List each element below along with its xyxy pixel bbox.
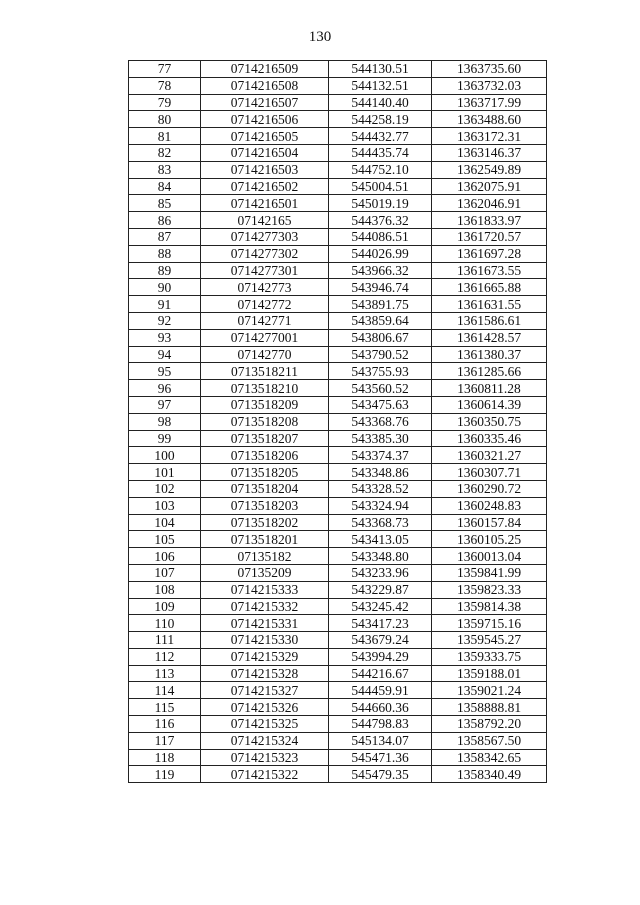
x-coordinate-cell: 543368.76 — [329, 413, 432, 430]
row-number-cell: 105 — [129, 531, 201, 548]
y-coordinate-cell: 1360811.28 — [432, 380, 547, 397]
point-code-cell: 0713518207 — [201, 430, 329, 447]
table-row — [129, 497, 547, 514]
y-coordinate-cell: 1360335.46 — [432, 430, 547, 447]
point-code-cell: 0713518205 — [201, 464, 329, 481]
y-coordinate-cell: 1360307.71 — [432, 464, 547, 481]
x-coordinate-cell: 543891.75 — [329, 296, 432, 313]
row-number-cell: 114 — [129, 682, 201, 699]
table-row — [129, 363, 547, 380]
y-coordinate-cell: 1361428.57 — [432, 329, 547, 346]
table-row — [129, 531, 547, 548]
table-row — [129, 380, 547, 397]
point-code-cell: 0714215333 — [201, 581, 329, 598]
x-coordinate-cell: 543946.74 — [329, 279, 432, 296]
table-row — [129, 111, 547, 128]
x-coordinate-cell: 544258.19 — [329, 111, 432, 128]
x-coordinate-cell: 543233.96 — [329, 564, 432, 581]
table-row — [129, 682, 547, 699]
row-number-cell: 80 — [129, 111, 201, 128]
x-coordinate-cell: 543966.32 — [329, 262, 432, 279]
row-number-cell: 94 — [129, 346, 201, 363]
row-number-cell: 84 — [129, 178, 201, 195]
x-coordinate-cell: 543245.42 — [329, 598, 432, 615]
x-coordinate-cell: 543385.30 — [329, 430, 432, 447]
x-coordinate-cell: 543229.87 — [329, 581, 432, 598]
x-coordinate-cell: 543348.80 — [329, 548, 432, 565]
table-row — [129, 413, 547, 430]
table-row — [129, 632, 547, 649]
table-row — [129, 732, 547, 749]
coordinates-table-body — [129, 61, 547, 783]
x-coordinate-cell: 543679.24 — [329, 632, 432, 649]
row-number-cell: 107 — [129, 564, 201, 581]
x-coordinate-cell: 543790.52 — [329, 346, 432, 363]
table-row — [129, 296, 547, 313]
point-code-cell: 0714216504 — [201, 144, 329, 161]
x-coordinate-cell: 544432.77 — [329, 128, 432, 145]
x-coordinate-cell: 544140.40 — [329, 94, 432, 111]
point-code-cell: 0713518202 — [201, 514, 329, 531]
row-number-cell: 78 — [129, 77, 201, 94]
coordinates-table — [128, 60, 547, 783]
y-coordinate-cell: 1359823.33 — [432, 581, 547, 598]
table-row — [129, 464, 547, 481]
point-code-cell: 0714215330 — [201, 632, 329, 649]
point-code-cell: 0713518206 — [201, 447, 329, 464]
point-code-cell: 0714215329 — [201, 648, 329, 665]
table-row — [129, 161, 547, 178]
table-row — [129, 61, 547, 78]
row-number-cell: 113 — [129, 665, 201, 682]
table-row — [129, 94, 547, 111]
row-number-cell: 103 — [129, 497, 201, 514]
point-code-cell: 0714215323 — [201, 749, 329, 766]
y-coordinate-cell: 1362046.91 — [432, 195, 547, 212]
row-number-cell: 104 — [129, 514, 201, 531]
x-coordinate-cell: 543560.52 — [329, 380, 432, 397]
x-coordinate-cell: 545019.19 — [329, 195, 432, 212]
y-coordinate-cell: 1358340.49 — [432, 766, 547, 783]
y-coordinate-cell: 1359814.38 — [432, 598, 547, 615]
point-code-cell: 0714277303 — [201, 228, 329, 245]
x-coordinate-cell: 543417.23 — [329, 615, 432, 632]
point-code-cell: 0714216506 — [201, 111, 329, 128]
x-coordinate-cell: 543806.67 — [329, 329, 432, 346]
y-coordinate-cell: 1360013.04 — [432, 548, 547, 565]
table-row — [129, 514, 547, 531]
x-coordinate-cell: 544459.91 — [329, 682, 432, 699]
row-number-cell: 83 — [129, 161, 201, 178]
table-row — [129, 699, 547, 716]
row-number-cell: 82 — [129, 144, 201, 161]
point-code-cell: 0714215325 — [201, 716, 329, 733]
point-code-cell: 0713518204 — [201, 480, 329, 497]
table-row — [129, 262, 547, 279]
y-coordinate-cell: 1360157.84 — [432, 514, 547, 531]
point-code-cell: 0713518203 — [201, 497, 329, 514]
x-coordinate-cell: 544660.36 — [329, 699, 432, 716]
row-number-cell: 98 — [129, 413, 201, 430]
x-coordinate-cell: 545479.35 — [329, 766, 432, 783]
y-coordinate-cell: 1363172.31 — [432, 128, 547, 145]
x-coordinate-cell: 544132.51 — [329, 77, 432, 94]
y-coordinate-cell: 1362549.89 — [432, 161, 547, 178]
y-coordinate-cell: 1358792.20 — [432, 716, 547, 733]
table-row — [129, 447, 547, 464]
table-row — [129, 548, 547, 565]
point-code-cell: 0714215324 — [201, 732, 329, 749]
point-code-cell: 07135182 — [201, 548, 329, 565]
table-row — [129, 766, 547, 783]
row-number-cell: 101 — [129, 464, 201, 481]
table-row — [129, 749, 547, 766]
point-code-cell: 0714215328 — [201, 665, 329, 682]
x-coordinate-cell: 544752.10 — [329, 161, 432, 178]
x-coordinate-cell: 543368.73 — [329, 514, 432, 531]
y-coordinate-cell: 1359715.16 — [432, 615, 547, 632]
row-number-cell: 99 — [129, 430, 201, 447]
table-row — [129, 195, 547, 212]
point-code-cell: 0714215322 — [201, 766, 329, 783]
point-code-cell: 0714216502 — [201, 178, 329, 195]
table-row — [129, 564, 547, 581]
row-number-cell: 93 — [129, 329, 201, 346]
y-coordinate-cell: 1360105.25 — [432, 531, 547, 548]
row-number-cell: 119 — [129, 766, 201, 783]
y-coordinate-cell: 1358888.81 — [432, 699, 547, 716]
table-row — [129, 212, 547, 229]
row-number-cell: 96 — [129, 380, 201, 397]
x-coordinate-cell: 543859.64 — [329, 312, 432, 329]
table-row — [129, 648, 547, 665]
point-code-cell: 0714216503 — [201, 161, 329, 178]
y-coordinate-cell: 1360248.83 — [432, 497, 547, 514]
row-number-cell: 117 — [129, 732, 201, 749]
table-row — [129, 396, 547, 413]
y-coordinate-cell: 1363717.99 — [432, 94, 547, 111]
x-coordinate-cell: 543994.29 — [329, 648, 432, 665]
row-number-cell: 97 — [129, 396, 201, 413]
y-coordinate-cell: 1359841.99 — [432, 564, 547, 581]
page-number: 130 — [308, 29, 332, 45]
y-coordinate-cell: 1359021.24 — [432, 682, 547, 699]
x-coordinate-cell: 544086.51 — [329, 228, 432, 245]
row-number-cell: 85 — [129, 195, 201, 212]
y-coordinate-cell: 1359188.01 — [432, 665, 547, 682]
y-coordinate-cell: 1361720.57 — [432, 228, 547, 245]
x-coordinate-cell: 545471.36 — [329, 749, 432, 766]
y-coordinate-cell: 1362075.91 — [432, 178, 547, 195]
row-number-cell: 102 — [129, 480, 201, 497]
y-coordinate-cell: 1361833.97 — [432, 212, 547, 229]
y-coordinate-cell: 1360350.75 — [432, 413, 547, 430]
y-coordinate-cell: 1363735.60 — [432, 61, 547, 78]
row-number-cell: 108 — [129, 581, 201, 598]
y-coordinate-cell: 1360290.72 — [432, 480, 547, 497]
row-number-cell: 86 — [129, 212, 201, 229]
table-row — [129, 245, 547, 262]
point-code-cell: 0714215326 — [201, 699, 329, 716]
row-number-cell: 115 — [129, 699, 201, 716]
x-coordinate-cell: 543348.86 — [329, 464, 432, 481]
y-coordinate-cell: 1363732.03 — [432, 77, 547, 94]
point-code-cell: 0714216501 — [201, 195, 329, 212]
x-coordinate-cell: 543324.94 — [329, 497, 432, 514]
table-row — [129, 178, 547, 195]
y-coordinate-cell: 1361380.37 — [432, 346, 547, 363]
point-code-cell: 0714216507 — [201, 94, 329, 111]
x-coordinate-cell: 544435.74 — [329, 144, 432, 161]
x-coordinate-cell: 544376.32 — [329, 212, 432, 229]
y-coordinate-cell: 1361673.55 — [432, 262, 547, 279]
point-code-cell: 0714216509 — [201, 61, 329, 78]
point-code-cell: 0713518209 — [201, 396, 329, 413]
point-code-cell: 0714277302 — [201, 245, 329, 262]
y-coordinate-cell: 1359333.75 — [432, 648, 547, 665]
table-row — [129, 279, 547, 296]
point-code-cell: 0714216508 — [201, 77, 329, 94]
y-coordinate-cell: 1360321.27 — [432, 447, 547, 464]
table-row — [129, 665, 547, 682]
point-code-cell: 0713518210 — [201, 380, 329, 397]
y-coordinate-cell: 1360614.39 — [432, 396, 547, 413]
x-coordinate-cell: 545134.07 — [329, 732, 432, 749]
y-coordinate-cell: 1359545.27 — [432, 632, 547, 649]
table-row — [129, 346, 547, 363]
row-number-cell: 110 — [129, 615, 201, 632]
row-number-cell: 112 — [129, 648, 201, 665]
row-number-cell: 100 — [129, 447, 201, 464]
x-coordinate-cell: 543328.52 — [329, 480, 432, 497]
table-row — [129, 228, 547, 245]
point-code-cell: 0713518201 — [201, 531, 329, 548]
y-coordinate-cell: 1363488.60 — [432, 111, 547, 128]
row-number-cell: 79 — [129, 94, 201, 111]
point-code-cell: 0714215327 — [201, 682, 329, 699]
point-code-cell: 07142771 — [201, 312, 329, 329]
table-row — [129, 128, 547, 145]
x-coordinate-cell: 543374.37 — [329, 447, 432, 464]
x-coordinate-cell: 544798.83 — [329, 716, 432, 733]
x-coordinate-cell: 544216.67 — [329, 665, 432, 682]
x-coordinate-cell: 543475.63 — [329, 396, 432, 413]
table-row — [129, 598, 547, 615]
table-row — [129, 77, 547, 94]
point-code-cell: 07142772 — [201, 296, 329, 313]
row-number-cell: 95 — [129, 363, 201, 380]
y-coordinate-cell: 1361665.88 — [432, 279, 547, 296]
point-code-cell: 07142773 — [201, 279, 329, 296]
row-number-cell: 111 — [129, 632, 201, 649]
row-number-cell: 90 — [129, 279, 201, 296]
point-code-cell: 07135209 — [201, 564, 329, 581]
point-code-cell: 0713518208 — [201, 413, 329, 430]
point-code-cell: 0714277301 — [201, 262, 329, 279]
x-coordinate-cell: 545004.51 — [329, 178, 432, 195]
row-number-cell: 81 — [129, 128, 201, 145]
table-row — [129, 312, 547, 329]
point-code-cell: 07142165 — [201, 212, 329, 229]
table-row — [129, 615, 547, 632]
row-number-cell: 116 — [129, 716, 201, 733]
table-row — [129, 329, 547, 346]
point-code-cell: 07142770 — [201, 346, 329, 363]
row-number-cell: 109 — [129, 598, 201, 615]
point-code-cell: 0714215331 — [201, 615, 329, 632]
table-row — [129, 430, 547, 447]
row-number-cell: 77 — [129, 61, 201, 78]
y-coordinate-cell: 1361631.55 — [432, 296, 547, 313]
x-coordinate-cell: 543413.05 — [329, 531, 432, 548]
table-row — [129, 144, 547, 161]
point-code-cell: 0713518211 — [201, 363, 329, 380]
row-number-cell: 89 — [129, 262, 201, 279]
point-code-cell: 0714215332 — [201, 598, 329, 615]
y-coordinate-cell: 1358342.65 — [432, 749, 547, 766]
y-coordinate-cell: 1361285.66 — [432, 363, 547, 380]
table-row — [129, 716, 547, 733]
table-row — [129, 581, 547, 598]
y-coordinate-cell: 1361697.28 — [432, 245, 547, 262]
x-coordinate-cell: 544130.51 — [329, 61, 432, 78]
y-coordinate-cell: 1358567.50 — [432, 732, 547, 749]
row-number-cell: 88 — [129, 245, 201, 262]
y-coordinate-cell: 1361586.61 — [432, 312, 547, 329]
row-number-cell: 106 — [129, 548, 201, 565]
x-coordinate-cell: 544026.99 — [329, 245, 432, 262]
y-coordinate-cell: 1363146.37 — [432, 144, 547, 161]
row-number-cell: 92 — [129, 312, 201, 329]
row-number-cell: 87 — [129, 228, 201, 245]
x-coordinate-cell: 543755.93 — [329, 363, 432, 380]
row-number-cell: 118 — [129, 749, 201, 766]
point-code-cell: 0714216505 — [201, 128, 329, 145]
row-number-cell: 91 — [129, 296, 201, 313]
table-row — [129, 480, 547, 497]
point-code-cell: 0714277001 — [201, 329, 329, 346]
